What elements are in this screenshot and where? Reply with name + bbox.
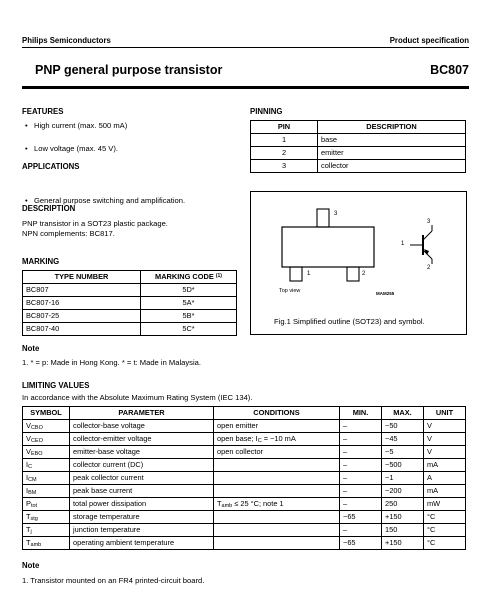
code-cell: 5A* — [141, 297, 237, 310]
feature-item: • High current (max. 500 mA) — [24, 121, 499, 130]
table-row — [23, 446, 466, 459]
sym-pin-3-label: 3 — [427, 219, 431, 225]
col-unit: UNIT — [424, 407, 466, 420]
unit-cell: V — [424, 420, 466, 433]
min-cell: – — [340, 433, 382, 446]
table-row — [23, 459, 466, 472]
min-cell: – — [340, 472, 382, 485]
limiting-heading: LIMITING VALUES — [22, 381, 90, 390]
parameter-cell: total power dissipation — [70, 498, 214, 511]
features-heading: FEATURES — [22, 107, 64, 116]
limiting-table — [22, 406, 466, 550]
description-heading: DESCRIPTION — [22, 204, 76, 213]
conditions-cell — [214, 459, 340, 472]
unit-cell: V — [424, 446, 466, 459]
sym-pin-1-label: 1 — [401, 241, 405, 247]
col-symbol: SYMBOL — [23, 407, 70, 420]
marking-note: 1. * = p: Made in Hong Kong. * = t: Made in Malaysia. — [22, 358, 201, 367]
parameter-cell: peak collector current — [70, 472, 214, 485]
symbol-cell: $T_j$ — [23, 524, 70, 537]
min-cell: – — [340, 446, 382, 459]
max-cell: −5 — [382, 446, 424, 459]
col-parameter: PARAMETER — [70, 407, 214, 420]
conditions-cell: open base; $I_C = -10$ mA — [214, 433, 340, 446]
max-cell: −1 — [382, 472, 424, 485]
fig-pin-2-label: 2 — [362, 271, 366, 277]
unit-cell: °C — [424, 537, 466, 550]
min-cell: – — [340, 498, 382, 511]
parameter-cell: collector-base voltage — [70, 420, 214, 433]
limiting-note: 1. Transistor mounted on an FR4 printed-circuit board. — [22, 576, 205, 585]
fig-pin-3-label: 3 — [334, 211, 338, 217]
unit-cell: mA — [424, 485, 466, 498]
type-cell: BC807 — [23, 284, 141, 297]
conditions-cell: open emitter — [214, 420, 340, 433]
min-cell: −65 — [340, 537, 382, 550]
feature-item: • Low voltage (max. 45 V). — [24, 144, 499, 153]
conditions-cell: open collector — [214, 446, 340, 459]
pin-cell: 3 — [251, 160, 318, 173]
limiting-intro: In accordance with the Absolute Maximum Rating System (IEC 134). — [22, 393, 253, 402]
pin-desc-cell: base — [318, 134, 466, 147]
min-cell: – — [340, 524, 382, 537]
marking-heading: MARKING — [22, 257, 60, 266]
pinning-heading: PINNING — [250, 107, 283, 116]
fig-pin-1-label: 1 — [307, 271, 311, 277]
type-cell: BC807-40 — [23, 323, 141, 336]
symbol-cell: $V_{CEO}$ — [23, 433, 70, 446]
table-row — [23, 511, 466, 524]
col-description: DESCRIPTION — [318, 121, 466, 134]
unit-cell: V — [424, 433, 466, 446]
pinning-table — [250, 120, 466, 173]
conditions-cell — [214, 472, 340, 485]
max-cell: −500 — [382, 459, 424, 472]
pin-1-lead — [290, 267, 302, 281]
symbol-cell: $I_{CM}$ — [23, 472, 70, 485]
symbol-cell: $P_{tot}$ — [23, 498, 70, 511]
figure-ref-label: MAM255 — [376, 291, 395, 296]
page-title: PNP general purpose transistor — [35, 63, 223, 77]
pin-desc-cell: collector — [318, 160, 466, 173]
table-row — [251, 160, 466, 173]
parameter-cell: collector current (DC) — [70, 459, 214, 472]
table-row — [23, 433, 466, 446]
application-item: • General purpose switching and amplification. — [24, 196, 499, 205]
max-cell: −200 — [382, 485, 424, 498]
doc-type: Product specification — [389, 36, 469, 45]
pin-2-lead — [347, 267, 359, 281]
table-header-row — [251, 121, 466, 134]
symbol-cell: $T_{stg}$ — [23, 511, 70, 524]
code-cell: 5B* — [141, 310, 237, 323]
limiting-note-heading: Note — [22, 561, 40, 570]
pin-desc-cell: emitter — [318, 147, 466, 160]
table-row — [23, 310, 237, 323]
parameter-cell: junction temperature — [70, 524, 214, 537]
symbol-cell: $I_{BM}$ — [23, 485, 70, 498]
parameter-cell: storage temperature — [70, 511, 214, 524]
unit-cell: mW — [424, 498, 466, 511]
min-cell: – — [340, 459, 382, 472]
marking-note-heading: Note — [22, 344, 40, 353]
parameter-cell: peak base current — [70, 485, 214, 498]
table-row — [23, 524, 466, 537]
type-cell: BC807-25 — [23, 310, 141, 323]
symbol-cell: $V_{EBO}$ — [23, 446, 70, 459]
unit-cell: °C — [424, 511, 466, 524]
table-row — [23, 323, 237, 336]
applications-heading: APPLICATIONS — [22, 162, 80, 171]
max-cell: −45 — [382, 433, 424, 446]
col-max: MAX. — [382, 407, 424, 420]
pin-cell: 1 — [251, 134, 318, 147]
table-row — [23, 485, 466, 498]
figure-caption: Fig.1 Simplified outline (SOT23) and symbol. — [274, 317, 425, 326]
parameter-cell: emitter-base voltage — [70, 446, 214, 459]
table-header-row — [23, 271, 237, 284]
type-cell: BC807-16 — [23, 297, 141, 310]
max-cell: +150 — [382, 511, 424, 524]
min-cell: −65 — [340, 511, 382, 524]
conditions-cell — [214, 511, 340, 524]
max-cell: 150 — [382, 524, 424, 537]
description-line: NPN complements: BC817. — [22, 229, 115, 238]
parameter-cell: operating ambient temperature — [70, 537, 214, 550]
conditions-cell — [214, 537, 340, 550]
header-rule — [22, 47, 469, 48]
table-row — [23, 472, 466, 485]
col-min: MIN. — [340, 407, 382, 420]
unit-cell: A — [424, 472, 466, 485]
col-pin: PIN — [251, 121, 318, 134]
code-cell: 5D* — [141, 284, 237, 297]
symbol-cell: $V_{CBO}$ — [23, 420, 70, 433]
table-row — [23, 284, 237, 297]
col-conditions: CONDITIONS — [214, 407, 340, 420]
col-type-number: TYPE NUMBER — [23, 271, 141, 284]
conditions-cell — [214, 485, 340, 498]
col-marking-code: MARKING CODE $^{(1)}$ — [141, 271, 237, 284]
table-row — [251, 134, 466, 147]
sym-pin-2-label: 2 — [427, 265, 431, 271]
max-cell: +150 — [382, 537, 424, 550]
max-cell: 250 — [382, 498, 424, 511]
table-header-row — [23, 407, 466, 420]
code-cell: 5C* — [141, 323, 237, 336]
table-row — [251, 147, 466, 160]
conditions-cell: $T_{amb} \le 25$ °C; note 1 — [214, 498, 340, 511]
max-cell: −50 — [382, 420, 424, 433]
unit-cell: mA — [424, 459, 466, 472]
min-cell: – — [340, 485, 382, 498]
symbol-cell: $I_C$ — [23, 459, 70, 472]
description-line: PNP transistor in a SOT23 plastic package. — [22, 219, 168, 228]
unit-cell: °C — [424, 524, 466, 537]
min-cell: – — [340, 420, 382, 433]
table-row — [23, 498, 466, 511]
table-row — [23, 420, 466, 433]
title-rule — [22, 86, 469, 89]
pin-cell: 2 — [251, 147, 318, 160]
company-name: Philips Semiconductors — [22, 36, 111, 45]
pin-3-lead — [317, 209, 329, 227]
parameter-cell: collector-emitter voltage — [70, 433, 214, 446]
marking-table — [22, 270, 237, 336]
table-row — [23, 297, 237, 310]
pnp-symbol — [410, 225, 432, 264]
part-number: BC807 — [430, 63, 469, 77]
conditions-cell — [214, 524, 340, 537]
table-row — [23, 537, 466, 550]
top-view-label: Top view — [279, 288, 301, 294]
symbol-cell: $T_{amb}$ — [23, 537, 70, 550]
sot23-outline-figure — [250, 191, 467, 335]
package-body — [282, 227, 374, 267]
